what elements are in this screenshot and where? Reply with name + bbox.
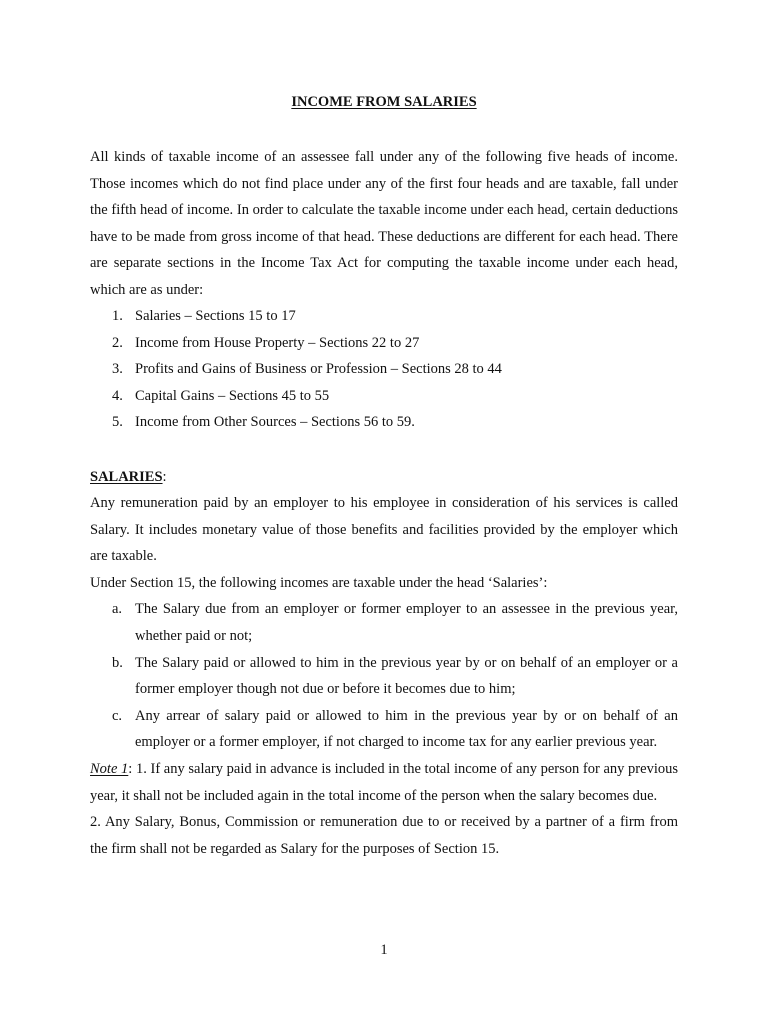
document-title: INCOME FROM SALARIES: [291, 94, 477, 110]
salaries-definition: Any remuneration paid by an employer to his employee in consideration of his services is called Salary. It includes monetary value of those benefits and facilities provided by the employer which are taxable.: [90, 495, 678, 565]
section15-list: [90, 596, 678, 756]
list-item: 4. Capital Gains – Sections 45 to 55: [112, 387, 330, 404]
list-item: 1. Salaries – Sections 15 to 17: [112, 308, 296, 324]
list-item: 2. Income from House Property – Sections 22 to 27: [112, 334, 420, 351]
note-label: Note 1: [90, 760, 129, 777]
note-2-paragraph: 2. Any Salary, Bonus, Commission or remuneration due to or received by a partner of a firm from the firm shall not be regarded as Salary for the purposes of Section 15.: [90, 814, 678, 857]
list-item: c. Any arrear of salary paid or allowed to him in the previous year by or on behalf of an employer or a former employer, if not charged to income tax for any earlier previous year.: [112, 707, 678, 751]
section15-intro: Under Section 15, the following incomes are taxable under the head ‘Salaries’:: [90, 574, 548, 591]
note-1-paragraph: Note 1: 1. If any salary paid in advance is included in the total income of any person for any previous year, it shall not be included again in the total income of the person when the salary becomes due.: [90, 760, 678, 804]
salaries-heading: SALARIES:: [90, 469, 167, 485]
list-item: 5. Income from Other Sources – Sections 56 to 59.: [112, 414, 415, 431]
salaries-section: [90, 490, 678, 862]
list-item: a. The Salary due from an employer or former employer to an assessee in the previous year, whether paid or not;: [112, 601, 678, 644]
income-heads-list: [90, 303, 678, 436]
page-number: 1: [380, 942, 388, 958]
list-item: 3. Profits and Gains of Business or Profession – Sections 28 to 44: [112, 361, 502, 378]
intro-paragraph: All kinds of taxable income of an assessee fall under any of the following five heads of income. Those incomes which do not find place under any of the first four heads and are taxable, fall under the fifth head of income. In order to calculate the taxable income under each head, certain deductions have to be made from gross income of that head. These deductions are different for each head. There are separate sections in the Income Tax Act for computing the taxable income under each head, which are as under:: [90, 149, 678, 298]
list-item: b. The Salary paid or allowed to him in the previous year by or on behalf of an employer or a former employer though not due or before it becomes due to him;: [112, 654, 678, 698]
